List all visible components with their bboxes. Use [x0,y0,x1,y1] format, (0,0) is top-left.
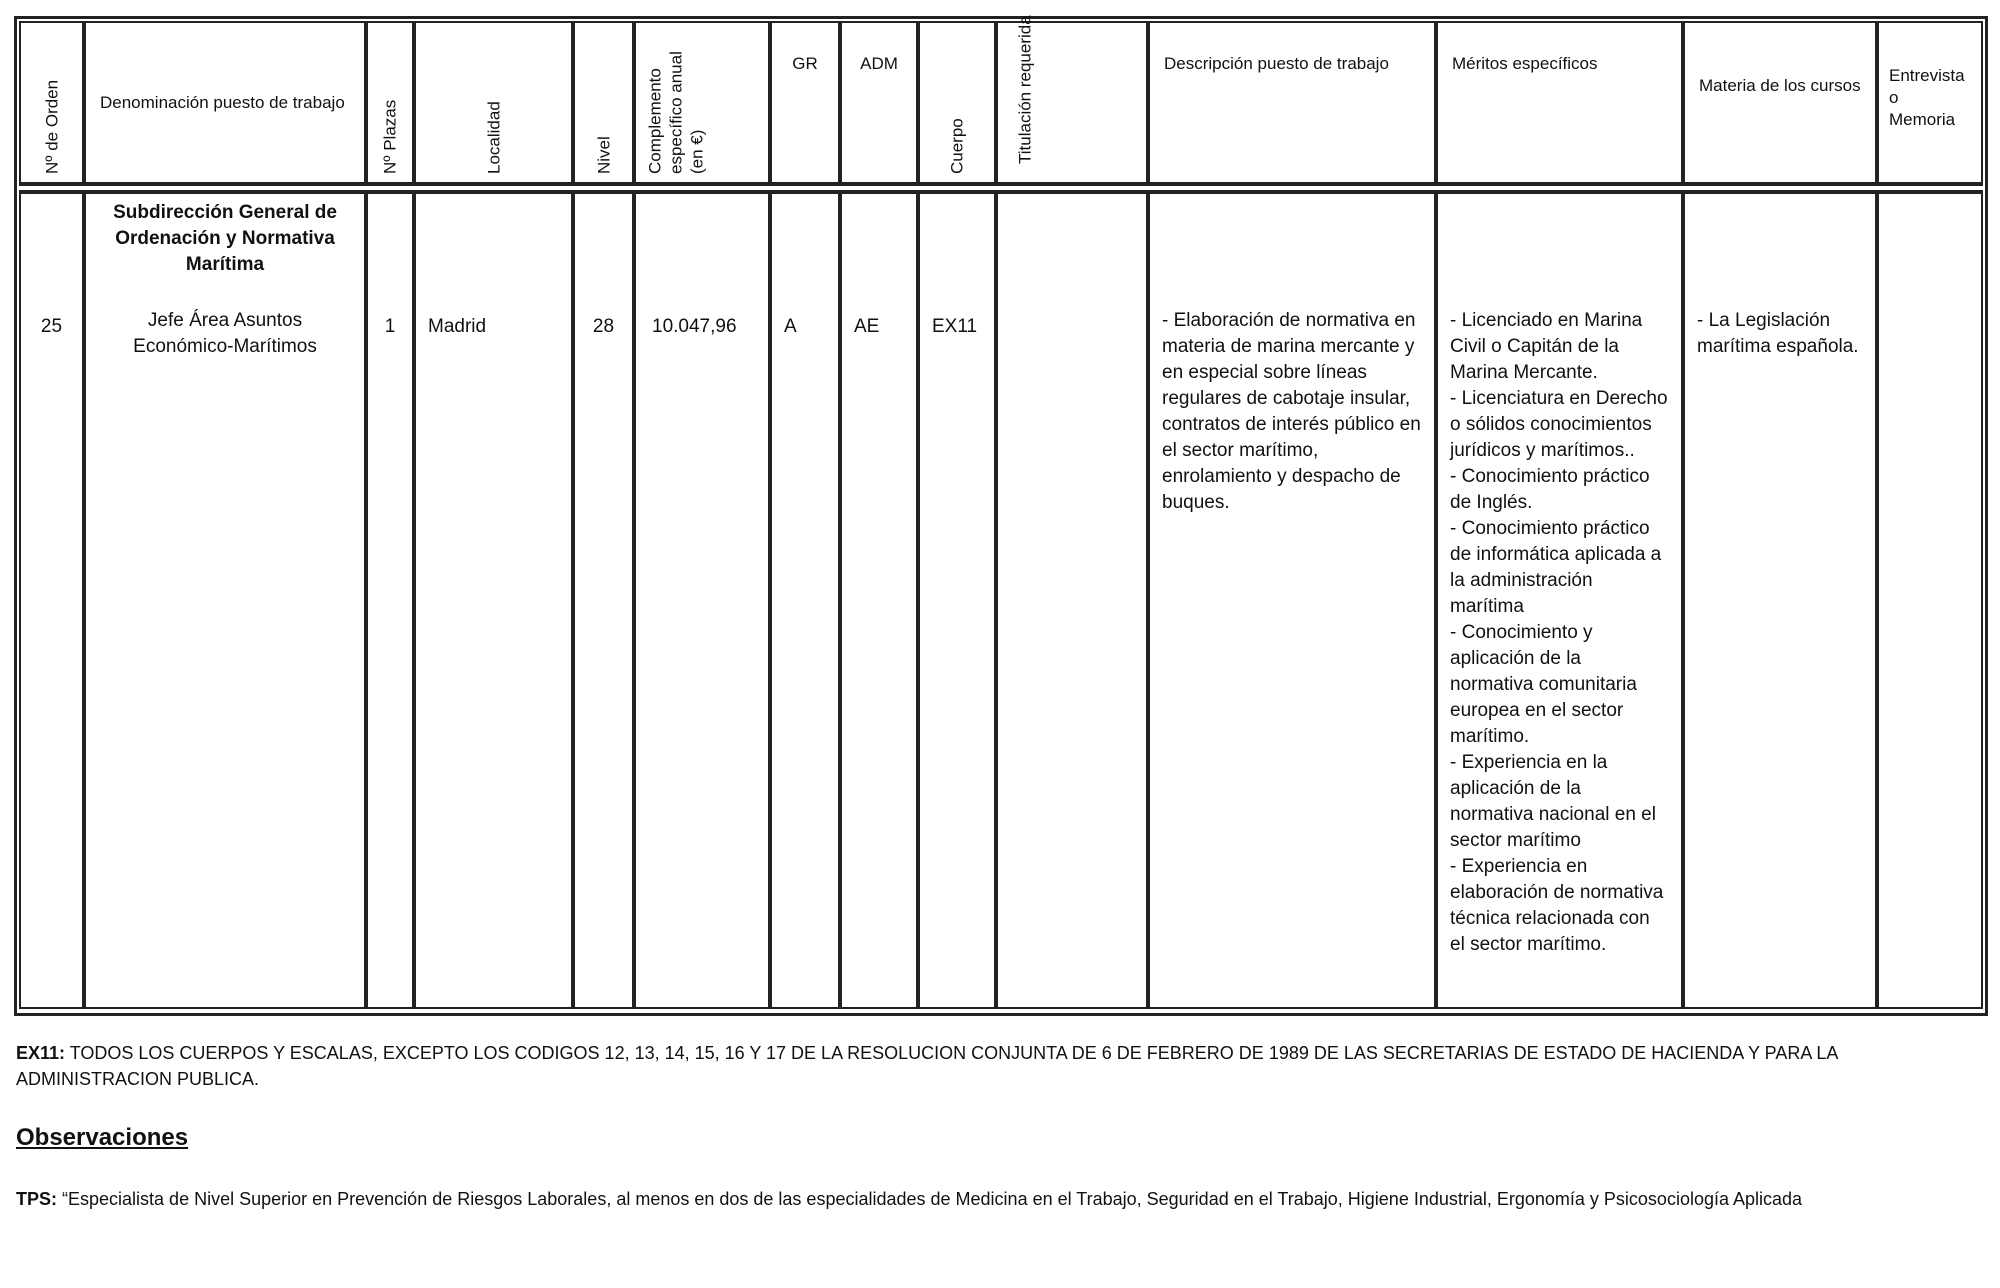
tps-note [16,1186,1976,1212]
cell-nivel: 28 [573,192,634,1009]
header-complemento: Complemento específico anual (en €) [634,21,770,184]
header-cuerpo: Cuerpo [918,21,996,184]
header-materia: Materia de los cursos [1683,21,1877,184]
header-row [19,21,1983,184]
cell-materia: - La Legislación marítima española. [1683,192,1877,1009]
header-denominacion: Denominación puesto de trabajo [84,21,366,184]
cell-gr: A [770,192,840,1009]
header-localidad: Localidad [414,21,573,184]
row-divider [19,184,1983,192]
cell-complemento: 10.047,96 [634,192,770,1009]
cell-descripcion: - Elaboración de normativa en materia de marina mercante y en especial sobre líneas regulares de cabotaje insular, contratos de interés público en el sector marítimo, enrolamiento y despacho de buques. [1148,192,1436,1009]
ex11-note [16,1040,1976,1092]
tps-text: “Especialista de Nivel Superior en Prevención de Riesgos Laborales, al menos en dos de las especialidades de Medicina en el Trabajo, Seguridad en el Trabajo, Higiene Industrial, Ergonomía y Psicosociología Aplicada [57,1189,1803,1209]
cell-titulacion [996,192,1148,1009]
ex11-label: EX11: [16,1043,66,1063]
cell-cuerpo: EX11 [918,192,996,1009]
header-descripcion: Descripción puesto de trabajo [1148,21,1436,184]
unit-title: Subdirección General de Ordenación y Normativa Marítima [113,202,337,275]
observaciones-title: Observaciones [16,1124,189,1151]
job-title: Jefe Área Asuntos Económico-Marítimos [133,310,317,357]
header-gr: GR [770,21,840,184]
tps-label: TPS: [16,1189,58,1209]
table-row [19,192,1983,1009]
header-titulacion: Titulación requerida [996,21,1148,184]
cell-entrevista [1877,192,1983,1009]
header-entrevista: Entrevista o Memoria [1877,21,1983,184]
header-plazas: Nº Plazas [366,21,414,184]
header-adm: ADM [840,21,918,184]
cell-denominacion [84,192,366,1009]
cell-plazas: 1 [366,192,414,1009]
header-orden: Nº de Orden [19,21,84,184]
header-meritos: Méritos específicos [1436,21,1683,184]
positions-table [19,15,1983,1009]
cell-meritos: - Licenciado en Marina Civil o Capitán de la Marina Mercante. - Licenciatura en Derecho o sólidos conocimientos jurídicos y marítimos.. - Conocimiento práctico de Inglés. - Conocimiento práctico de informática aplicada a la administración marítima - Conocimiento y aplicación de la normativa comunitaria europea en el sector marítimo. - Experiencia en la aplicación de la normativa nacional en el sector marítimo - Experiencia en elaboración de normativa técnica relacionada con el sector marítimo. [1436,192,1683,1009]
ex11-text: TODOS LOS CUERPOS Y ESCALAS, EXCEPTO LOS CODIGOS 12, 13, 14, 15, 16 Y 17 DE LA RESOLUCION CONJUNTA DE 6 DE FEBRERO DE 1989 DE LAS SECRETARIAS DE ESTADO DE HACIENDA Y PARA LA ADMINISTRACION PUBLICA. [16,1043,1838,1089]
cell-localidad: Madrid [414,192,573,1009]
cell-orden: 25 [19,192,84,1009]
cell-adm: AE [840,192,918,1009]
header-nivel: Nivel [573,21,634,184]
